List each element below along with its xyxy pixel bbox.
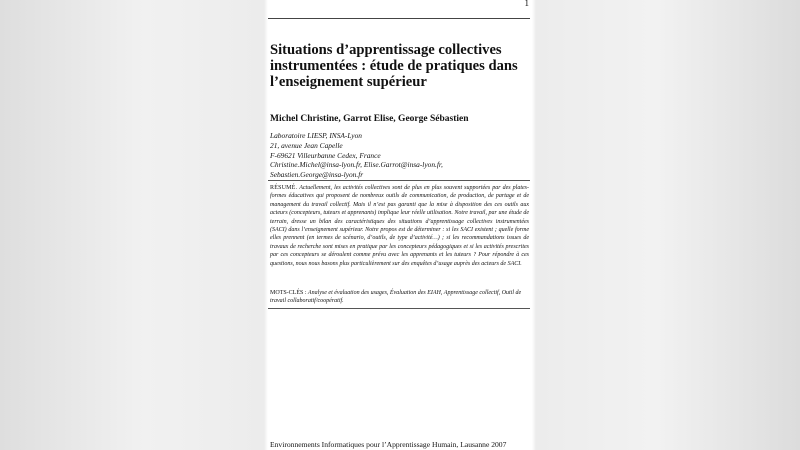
header-rule xyxy=(268,18,530,19)
affiliation-line: Laboratoire LIESP, INSA-Lyon xyxy=(270,131,362,140)
keywords xyxy=(270,289,529,306)
keywords-label: MOTS-CLÉS : xyxy=(270,290,307,296)
keywords-text: Analyse et évaluation des usages, Évaluation des EIAH, Apprentissage collectif, Outil de travail collaboratif/coopératif. xyxy=(270,290,522,305)
affiliation-line: Sebastien.George@insa-lyon.fr xyxy=(270,170,364,180)
affiliation-block xyxy=(270,131,528,180)
document-page xyxy=(268,0,532,450)
page-footer: Environnements Informatiques pour l’Apprentissage Humain, Lausanne 2007 xyxy=(270,440,507,449)
abstract-top-rule xyxy=(268,180,530,181)
abstract-text: Actuellement, les activités collectives sont de plus en plus souvent supportées par des plates-formes éducatives qui proposent de nombreux outils de communication, de production, de partage et de management du travail collectif. Mais il n’est pas garanti que la mise à disposition des ces outils aux acteurs (concepteurs, tuteurs et apprenants) implique leur réelle utilisation. Notre travail, par une étude de terrain, dresse un bilan des caractéristiques des situations d’apprentissage collectives instrumentées (SACI) dans l’enseignement supérieur. Notre propos est de déterminer : si les SACI existent ; quelle forme elles prennent (en termes de scénario, d’outils, de type d’activité…) ; si les recommandations issues de travaux de recherche sont mises en pratique par les concepteurs pédagogiques et si les activités prescrites par ces concepteurs se déroulent comme prévu avec les apprenants et les tuteurs ? Pour répondre à ces questions, nous nous basons plus particulièrement sur des enquêtes d’usage auprès des acteurs de SACI. xyxy=(270,185,529,267)
abstract-bottom-rule xyxy=(268,308,530,309)
abstract xyxy=(270,184,529,268)
affiliation-line: 21, avenue Jean Capelle xyxy=(270,140,343,150)
paper-authors: Michel Christine, Garrot Elise, George Sébastien xyxy=(270,114,469,124)
page-number: 1 xyxy=(524,0,529,8)
affiliation-line: Christine.Michel@insa-lyon.fr, Elise.Garrot@insa-lyon.fr, xyxy=(270,160,443,170)
paper-title: Situations d’apprentissage collectives instrumentées : étude de pratiques dans l’enseignement supérieur xyxy=(270,42,518,90)
abstract-label: RÉSUMÉ. xyxy=(270,185,298,191)
affiliation-line: F-69621 Villeurbanne Cedex, France xyxy=(270,150,381,160)
